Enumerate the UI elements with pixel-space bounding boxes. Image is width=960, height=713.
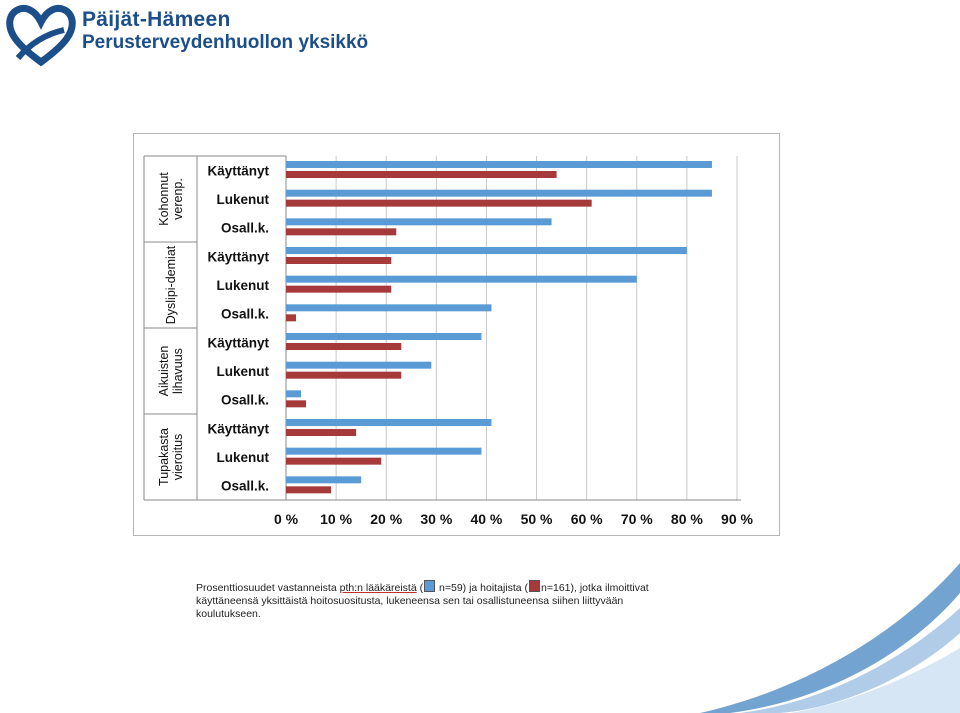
bar-doctors — [286, 190, 712, 197]
x-tick-label: 60 % — [570, 511, 603, 527]
legend-swatch-nurses — [529, 580, 540, 592]
category-label: Osall.k. — [220, 306, 269, 322]
group-label: Kohonnutverenp. — [157, 172, 185, 226]
x-tick-label: 90 % — [721, 511, 753, 527]
chart-caption — [196, 580, 656, 621]
bar-doctors — [286, 448, 481, 455]
legend-swatch-doctors — [424, 580, 435, 592]
bar-doctors — [286, 161, 712, 168]
category-label: Lukenut — [216, 278, 269, 293]
bar-nurses — [286, 400, 306, 407]
category-label: Lukenut — [216, 192, 269, 207]
bar-chart — [134, 134, 781, 537]
bar-nurses — [286, 314, 296, 321]
group-label: Tupakastavieroitus — [157, 428, 185, 486]
category-label: Käyttänyt — [207, 163, 269, 179]
bar-nurses — [286, 486, 331, 493]
x-tick-label: 50 % — [520, 511, 553, 527]
x-tick-label: 70 % — [620, 511, 653, 527]
chart-frame — [133, 133, 780, 536]
category-label: Osall.k. — [220, 220, 269, 236]
bar-doctors — [286, 276, 637, 283]
category-label: Lukenut — [216, 364, 269, 379]
category-label: Osall.k. — [220, 392, 269, 408]
bar-doctors — [286, 304, 491, 311]
heart-ribbon-logo-icon — [6, 4, 76, 68]
x-tick-label: 40 % — [470, 511, 503, 527]
bar-nurses — [286, 343, 401, 350]
bar-doctors — [286, 218, 552, 225]
organization-logo — [6, 4, 406, 74]
bar-nurses — [286, 257, 391, 264]
bar-doctors — [286, 419, 491, 426]
caption-part1: Prosenttiosuudet vastanneista — [196, 582, 337, 594]
caption-part4: n=161), jotka ilmoittivat käyttäneensä yksittäistä hoitosuositusta, lukeneensa sen tai osallistuneensa siihen liittyvään koulutukseen. — [196, 582, 649, 620]
bar-doctors — [286, 390, 301, 397]
category-label: Käyttänyt — [207, 421, 269, 437]
bar-doctors — [286, 362, 431, 369]
org-name-line1: Päijät-Hämeen — [82, 8, 231, 31]
org-name-line2: Perusterveydenhuollon yksikkö — [82, 32, 369, 53]
bar-nurses — [286, 372, 401, 379]
category-label: Lukenut — [216, 450, 269, 465]
x-tick-label: 80 % — [670, 511, 703, 527]
bar-nurses — [286, 200, 592, 207]
x-tick-label: 0 % — [273, 511, 299, 527]
bar-nurses — [286, 228, 396, 235]
x-tick-label: 10 % — [320, 511, 353, 527]
category-label: Osall.k. — [220, 478, 269, 494]
bar-nurses — [286, 286, 391, 293]
decorative-swoosh — [700, 553, 960, 713]
bar-nurses — [286, 458, 381, 465]
caption-part3: n=59) ja hoitajista ( — [439, 582, 529, 594]
caption-part2: ( — [419, 582, 424, 594]
bar-nurses — [286, 171, 557, 178]
group-label: Dyslipi-demiat — [164, 245, 178, 325]
x-tick-label: 30 % — [420, 511, 453, 527]
bar-nurses — [286, 429, 356, 436]
category-label: Käyttänyt — [207, 335, 269, 351]
x-tick-label: 20 % — [370, 511, 403, 527]
category-label: Käyttänyt — [207, 249, 269, 265]
bar-doctors — [286, 476, 361, 483]
bar-doctors — [286, 333, 481, 340]
bar-doctors — [286, 247, 687, 254]
caption-pth: pth:n lääkäreistä — [339, 582, 417, 594]
group-label: Aikuistenlihavuus — [157, 345, 185, 397]
